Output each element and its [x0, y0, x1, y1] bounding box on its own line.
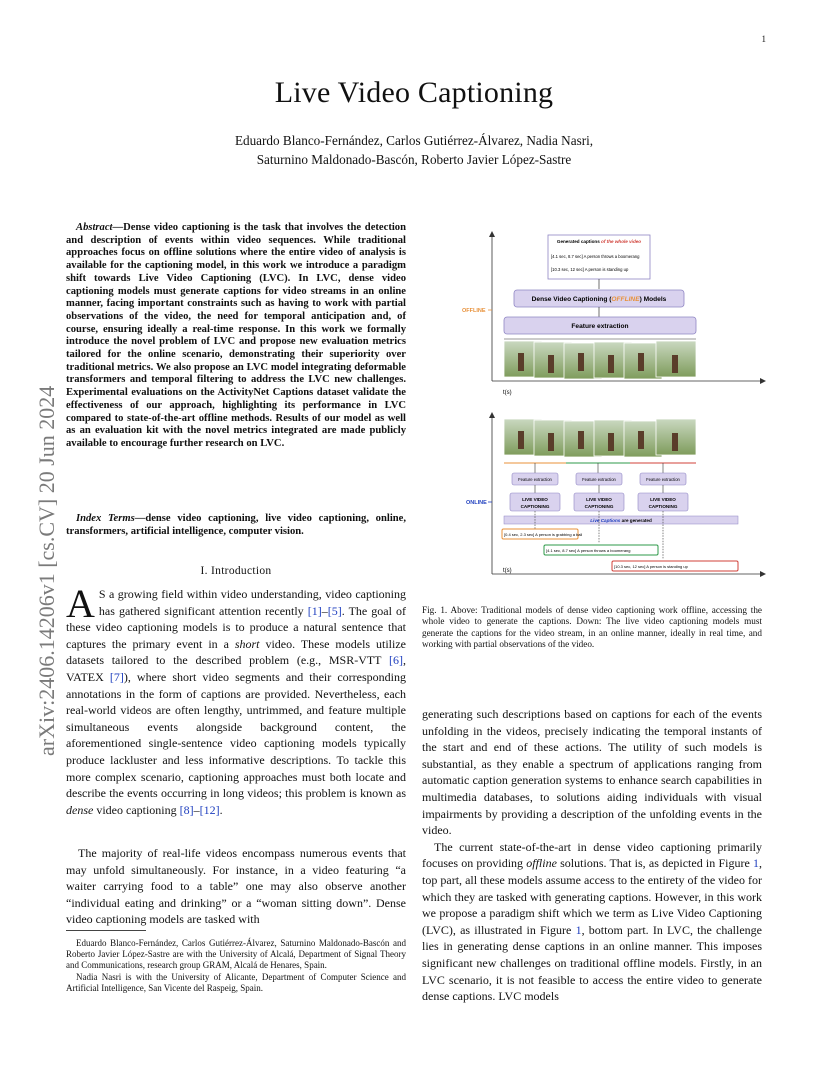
svg-text:LIVE VIDEO: LIVE VIDEO — [650, 497, 676, 502]
live-captions-banner-label: Live Captions are generated — [590, 518, 652, 523]
citation-link[interactable]: [5] — [327, 603, 342, 618]
offline-feature-extraction-label: Feature extraction — [571, 323, 629, 330]
online-label: ONLINE — [466, 500, 487, 506]
index-terms-text: —dense video captioning, live video captioning, online, transformers, artificial intelligence, computer vision. — [66, 513, 407, 537]
online-feature-label-1: Feature extraction — [518, 477, 552, 482]
section-heading: I. Introduction — [200, 565, 272, 577]
svg-text:CAPTIONING: CAPTIONING — [648, 504, 678, 509]
svg-text:LIVE VIDEO: LIVE VIDEO — [586, 497, 612, 502]
authors — [0, 131, 828, 169]
intro-paragraph-2: The majority of real-life videos encompass numerous events that may unfold simultaneously. For instance, in a video featuring “a waiter carrying food to a table” one may also observe another “individual eating and drinking” or a “woman sitting down”. Dense video captioning models are tasked with — [66, 846, 406, 927]
svg-text:CAPTIONING: CAPTIONING — [584, 504, 614, 509]
svg-text:CAPTIONING: CAPTIONING — [520, 504, 550, 509]
citation-link[interactable]: [1] — [307, 603, 322, 618]
footnote-rule — [66, 930, 146, 931]
abstract — [66, 222, 406, 451]
offline-caption-2: [10.3 sec, 12 sec] A person is standing up — [551, 267, 629, 272]
offline-t-label: t(s) — [503, 390, 512, 396]
svg-text:LIVE VIDEO: LIVE VIDEO — [522, 497, 548, 502]
arxiv-stamp: arXiv:2406.14206v1 [cs.CV] 20 Jun 2024 — [34, 385, 59, 756]
offline-caption-1: [4.1 sec, 8.7 sec] A person throws a boomerang — [551, 254, 640, 259]
abstract-label: Abstract — [76, 222, 113, 233]
citation-link[interactable]: [12] — [199, 802, 220, 817]
figure-caption: Fig. 1. Above: Traditional models of dense video captioning work offline, accessing the whole video to generate the captions. Down: The live video captioning models must generate the captions for the video stream, in an online manner, ideally in real time, and working with partial observations of the video. — [422, 605, 762, 650]
authors-line-2: Saturnino Maldonado-Bascón, Roberto Javier López-Sastre — [256, 152, 572, 167]
live-caption-2: [4.1 sec, 8.7 sec] A person throws a boomerang — [546, 548, 631, 553]
figure-ref-link[interactable]: 1 — [753, 856, 759, 871]
offline-dvc-model-label: Dense Video Captioning (OFFLINE) Models — [531, 296, 667, 303]
figure-ref-link[interactable]: 1 — [575, 922, 582, 937]
page-number: 1 — [761, 34, 766, 44]
live-caption-1: [0.4 sec, 2.3 sec] A person is grabbing a ball — [504, 532, 583, 537]
online-t-label: t(s) — [503, 568, 512, 574]
paper-title: Live Video Captioning — [274, 76, 554, 109]
online-feature-label-3: Feature extraction — [646, 477, 680, 482]
online-video-frames — [504, 419, 696, 457]
figure-1-diagram — [462, 231, 772, 587]
abstract-text: —Dense video captioning is the task that involves the detection and description of events within video sequences. While traditional approaches focus on offline solutions where the entire video of analysis is available for the captioning model, in this work we introduce a paradigm shift towards Live Video Captioning (LVC). In LVC, dense video captioning models must generate captions for video streams in an online manner, facing important constraints such as having to work with partial observations of the video, the need for temporal anticipation and, of course, ensuring ideally a real-time response. In this work we formally introduce the novel problem of LVC and propose new evaluation metrics tailored for the online scenario, demonstrating their superiority over traditional metrics. We also propose an LVC model integrating deformable transformers and temporal filtering to address the LVC new challenges. Experimental evaluations on the ActivityNet Captions dataset validate the effectiveness of our approach, highlighting its performance in LVC compared to state-of-the-art offline methods. Results of our model as well as an evaluation kit with the novel metrics integrated are made publicly available to encourage further research on LVC. — [66, 222, 406, 449]
right-column — [422, 706, 762, 1005]
footnote-affiliation-2: Nadia Nasri is with the University of Alicante, Department of Computer Science and Artificial Intelligence, San Vicente del Raspeig, Spain. — [66, 971, 406, 993]
figure-1 — [462, 231, 772, 587]
footnotes — [66, 938, 406, 994]
citation-link[interactable]: [6] — [389, 653, 403, 668]
index-terms-label: Index Terms — [76, 513, 135, 524]
drop-cap: A — [66, 581, 95, 626]
live-caption-3: [10.3 sec, 12 sec] A person is standing up — [614, 564, 688, 569]
citation-link[interactable]: [7] — [109, 669, 124, 684]
authors-line-1: Eduardo Blanco-Fernández, Carlos Gutiérrez-Álvarez, Nadia Nasri, — [234, 133, 594, 148]
right-paragraph-2: The current state-of-the-art in dense video captioning primarily focuses on providing offline solutions. That is, as depicted in Figure 1, top part, all these models assume access to the entirety of the video for which they are tasked with generating captions. However, in this work we propose a paradigm shift which we term as Live Video Captioning (LVC), as illustrated in Figure 1, bottom part. In LVC, the challenge lies in generating dense captions in an online manner. This imposes significant new challenges on traditional offline models. Firstly, in an LVC scenario, it is not feasible to access the entire video to generate dense captions. LVC models — [422, 839, 762, 1004]
footnote-affiliation-1: Eduardo Blanco-Fernández, Carlos Gutiérrez-Álvarez, Saturnino Maldonado-Bascón and Roberto Javier López-Sastre are with the University of Alcalá, Department of Signal Theory and Communications, research group GRAM, Alcalá de Henares, Spain. — [66, 938, 406, 971]
citation-link[interactable]: [8] — [179, 802, 194, 817]
right-paragraph-1: generating such descriptions based on captions for each of the events unfolding in the videos, precisely indicating the temporal instants of the start and end of these actions. The utility of such models is substantial, as they enable a spectrum of applications ranging from automatic caption generation systems to enhance search capabilities in multimedia databases, to solutions aiding individuals with visual impairments by providing a description of the unfolding events in the video. — [422, 707, 762, 838]
offline-label: OFFLINE — [462, 308, 486, 314]
offline-captions-title: Generated captions of the whole video — [556, 239, 642, 244]
intro-paragraph-1: A S a growing field within video understanding, video captioning has gathered significant attention recently [1]–[5]. The goal of these video captioning models is to produce a natural sentence that captures the primary event in a short video. These models utilize datasets tailored to the described problem (e.g., MSR-VTT [6], VATEX [7]), where short video segments and their corresponding annotations in the form of captions are provided. Nevertheless, each real-world videos are often lengthy, untrimmed, and feature multiple simultaneous events alongside background content, the aforementioned single-sentence video captioning models typically produce lackluster and less informative descriptions. To tackle this more complex scenario, captioning approaches must both locate and describe the events occurring in long videos; this problem is known as dense video captioning [8]–[12]. — [66, 581, 406, 817]
online-feature-label-2: Feature extraction — [582, 477, 616, 482]
offline-video-frames — [504, 341, 696, 379]
index-terms — [66, 513, 406, 538]
